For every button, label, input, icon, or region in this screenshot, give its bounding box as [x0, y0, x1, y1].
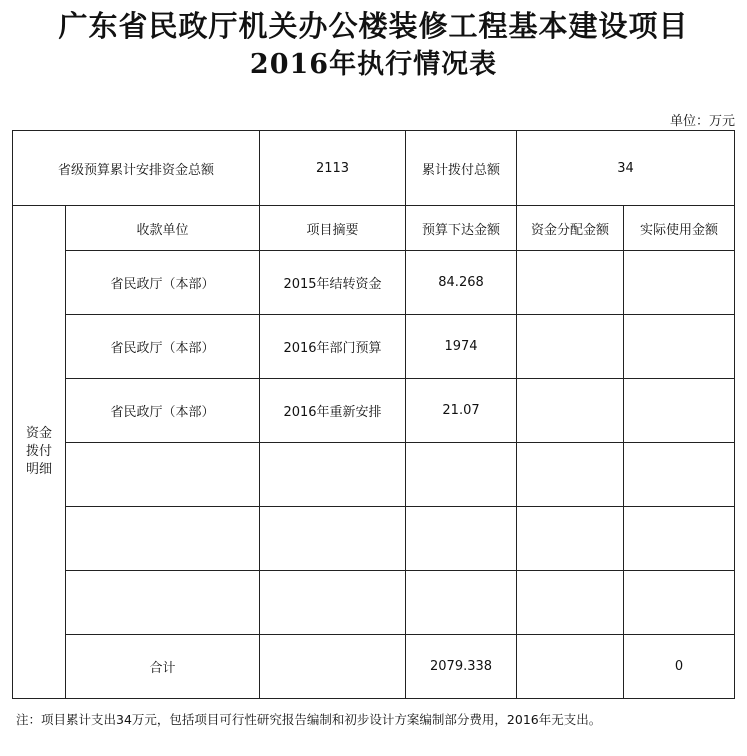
cell-budget [406, 571, 517, 635]
cell-allocated [517, 315, 624, 379]
cell-used [624, 315, 735, 379]
cell-recipient: 省民政厅（本部） [66, 251, 260, 315]
table-row [13, 379, 735, 443]
side-label: 资金 拨付 明细 [13, 206, 66, 699]
title-line-1: 广东省民政厅机关办公楼装修工程基本建设项目 [58, 9, 689, 43]
cell-summary [260, 571, 406, 635]
cell-allocated [517, 379, 624, 443]
cell-summary: 2015年结转资金 [260, 251, 406, 315]
table-row [13, 315, 735, 379]
cell-allocated [517, 571, 624, 635]
cell-summary: 2016年部门预算 [260, 315, 406, 379]
table-row [13, 251, 735, 315]
cell-budget: 1974 [406, 315, 517, 379]
cell-recipient: 省民政厅（本部） [66, 379, 260, 443]
title-line-2: 2016年执行情况表 [249, 49, 498, 80]
total-allocated [517, 635, 624, 699]
table-row [13, 443, 735, 507]
summary-row [13, 131, 735, 206]
cell-used [624, 379, 735, 443]
table-row [13, 507, 735, 571]
cell-used [624, 571, 735, 635]
cell-budget [406, 443, 517, 507]
cell-recipient [66, 443, 260, 507]
execution-table [12, 130, 735, 699]
cell-allocated [517, 443, 624, 507]
cell-budget [406, 507, 517, 571]
header-used: 实际使用金额 [624, 206, 735, 251]
total-row [13, 635, 735, 699]
cell-budget: 21.07 [406, 379, 517, 443]
cell-recipient [66, 507, 260, 571]
budget-total-label: 省级预算累计安排资金总额 [13, 131, 260, 206]
header-recipient: 收款单位 [66, 206, 260, 251]
cell-summary [260, 507, 406, 571]
paid-total-value: 34 [517, 131, 735, 206]
cell-used [624, 507, 735, 571]
header-allocated: 资金分配金额 [517, 206, 624, 251]
header-summary: 项目摘要 [260, 206, 406, 251]
total-budget: 2079.338 [406, 635, 517, 699]
cell-summary: 2016年重新安排 [260, 379, 406, 443]
table-row [13, 571, 735, 635]
footnote: 注：项目累计支出34万元，包括项目可行性研究报告编制和初步设计方案编制部分费用，2016年无支出。 [16, 712, 602, 727]
paid-total-label: 累计拨付总额 [406, 131, 517, 206]
budget-total-value: 2113 [260, 131, 406, 206]
cell-used [624, 251, 735, 315]
header-budget: 预算下达金额 [406, 206, 517, 251]
cell-summary [260, 443, 406, 507]
total-label: 合计 [66, 635, 260, 699]
cell-recipient: 省民政厅（本部） [66, 315, 260, 379]
cell-allocated [517, 251, 624, 315]
cell-used [624, 443, 735, 507]
total-summary [260, 635, 406, 699]
cell-budget: 84.268 [406, 251, 517, 315]
unit-label: 单位：万元 [669, 114, 735, 129]
header-row [13, 206, 735, 251]
total-used: 0 [624, 635, 735, 699]
cell-allocated [517, 507, 624, 571]
cell-recipient [66, 571, 260, 635]
